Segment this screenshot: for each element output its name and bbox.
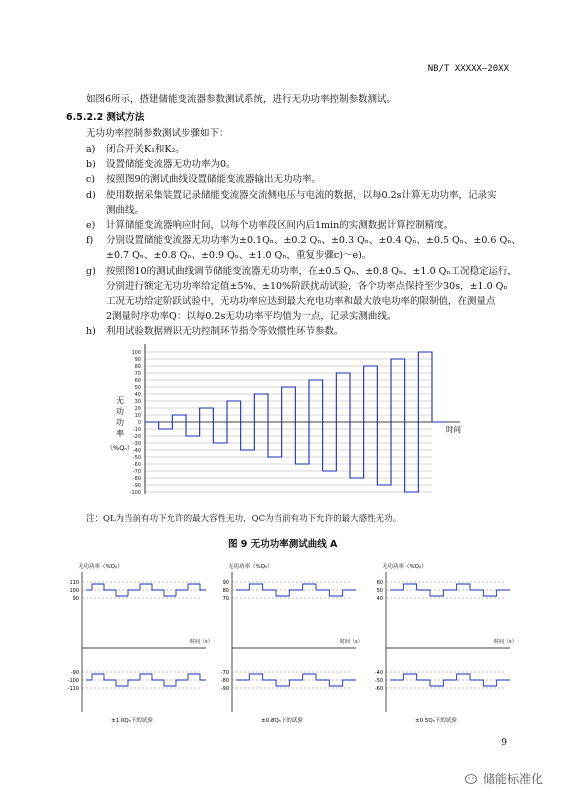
steps-intro: 无功功率控制参数测试步骤如下： (86, 128, 229, 139)
x-axis-label: 时间 (446, 425, 461, 434)
y-tick-label: -40 (132, 448, 141, 454)
small-tick-label: -110 (67, 686, 79, 692)
y-axis-label-char: 功 (116, 418, 124, 427)
small-tick-label: 50 (376, 588, 383, 594)
y-tick-label: -60 (132, 462, 141, 468)
y-tick-label: 100 (131, 350, 141, 356)
y-tick-label: -90 (132, 483, 141, 489)
step-label: f) (86, 235, 94, 247)
small-tick-label: 60 (376, 580, 383, 586)
y-tick-label: 0 (137, 420, 141, 426)
small-x-label: 时间（s） (190, 639, 213, 645)
y-axis-label-unit: （%Qₙ） (106, 444, 134, 452)
section-title: 测试方法 (106, 112, 145, 123)
step-text: 计算储能变流器响应时间，以每个功率段区间内后1min的实测数据计算控制精度。 (106, 220, 454, 231)
step-text: 设置储能变流器无功功率为0。 (106, 159, 236, 171)
y-tick-label: 80 (134, 364, 141, 370)
small-tick-label: -90 (220, 686, 229, 692)
step-label: a) (86, 144, 96, 155)
y-tick-label: 50 (134, 385, 141, 391)
step-label: e) (86, 220, 96, 231)
y-tick-label: -80 (132, 476, 141, 482)
small-tick-label: 70 (222, 596, 229, 602)
step-text: 按照图9的测试曲线设置储能变流器输出无功功率。 (106, 174, 322, 186)
step-label: c) (86, 174, 96, 186)
step-text: 分别进行额定无功功率给定值±5%、±10%阶跃扰动试验，各个功率点保持至少30s，±1.0 Qₙ (106, 280, 508, 292)
y-tick-label: 90 (134, 357, 141, 363)
step-text: 分别设置储能变流器无功功率为±0.1Qₙ、±0.2 Qₙ、±0.3 Qₙ、±0.4 Qₙ、±0.5 Qₙ、±0.6 Qₙ、 (106, 235, 521, 247)
y-tick-label: -10 (132, 427, 141, 433)
y-tick-label: -50 (132, 455, 141, 461)
step-text: ±0.7 Qₙ、±0.8 Qₙ、±0.9 Qₙ、±1.0 Qₙ，重复步骤c)～e)。 (106, 250, 372, 262)
step-text: 利用试验数据辨识无功控制环节指令等效惯性环节参数。 (106, 326, 344, 338)
y-axis-label-char: 率 (116, 429, 124, 438)
figure-9-caption: 图 9 无功功率测试曲线 A (228, 539, 338, 550)
small-chart-caption: ±0.5Qₙ下的试验 (415, 718, 457, 724)
watermark (465, 770, 543, 787)
small-chart-caption: ±1.0Qₙ下的试验 (111, 718, 153, 724)
step-text: 测曲线。 (106, 204, 145, 216)
small-y-label: 无功功率（%Qₙ） (78, 564, 123, 570)
standard-number: NB/T XXXXX—20XX (427, 64, 509, 74)
small-tick-label: -100 (67, 678, 79, 684)
step-text: 2测量时序功率Q：以每0.2s无功功率平均值为一点，记录实测曲线。 (106, 311, 397, 323)
y-tick-label: 40 (134, 392, 141, 398)
small-tick-label: -90 (70, 670, 79, 676)
y-axis-label-char: 功 (116, 407, 124, 416)
wechat-icon (465, 773, 479, 785)
small-tick-label: 110 (69, 580, 79, 586)
small-tick-label: -60 (374, 686, 383, 692)
small-x-label: 时间（s） (340, 639, 363, 645)
y-tick-label: 60 (134, 378, 141, 384)
y-tick-label: 10 (134, 413, 141, 419)
y-tick-label: -70 (132, 469, 141, 475)
figure-note: 注：QL为当前有功下允许的最大容性无功，QC为当前有功下允许的最大感性无功。 (86, 514, 402, 524)
small-tick-label: -70 (220, 670, 229, 676)
y-tick-label: -100 (129, 490, 141, 496)
small-tick-label: 90 (222, 580, 229, 586)
step-text: 工况无功给定阶跃试验中，无功功率应达到最大充电功率和最大放电功率的限制值，在测量点 (106, 296, 496, 307)
small-tick-label: -40 (374, 670, 383, 676)
step-text: 闭合开关K₁和K₂。 (106, 144, 185, 155)
y-axis-label-char: 无 (116, 396, 124, 405)
step-label: g) (86, 265, 96, 277)
y-tick-label: 70 (134, 371, 141, 377)
step-label: b) (86, 159, 96, 171)
y-tick-label: 30 (134, 399, 141, 405)
page-number: 9 (501, 738, 507, 748)
small-chart-caption: ±0.8Qₙ下的试验 (261, 718, 303, 724)
intro-paragraph: 如图6所示，搭建储能变流器参数测试系统，进行无功功率控制参数测试。 (86, 94, 397, 105)
y-tick-label: -20 (132, 434, 141, 440)
small-x-label: 时间（s） (494, 639, 517, 645)
y-tick-label: -30 (132, 441, 141, 447)
small-tick-label: 40 (376, 596, 383, 602)
small-tick-label: -50 (374, 678, 383, 684)
small-tick-label: 100 (69, 588, 79, 594)
step-text: 按照图10的测试曲线调节储能变流器无功功率，在±0.5 Qₙ、±0.8 Qₙ、±1.0 Qₙ工况稳定运行， (106, 265, 518, 277)
step-label: h) (86, 326, 96, 338)
y-tick-label: 20 (134, 406, 141, 412)
small-tick-label: -80 (220, 678, 229, 684)
section-number: 6.5.2.2 (66, 112, 104, 123)
watermark-text: 储能标准化 (482, 772, 543, 786)
step-text: 使用数据采集装置记录储能变流器交流侧电压与电流的数据，以每0.2s计算无功功率，记录实 (106, 189, 497, 201)
small-tick-label: 80 (222, 588, 229, 594)
small-y-label: 无功功率（%Qₙ） (382, 564, 427, 570)
small-y-label: 无功功率（%Qₙ） (228, 564, 273, 570)
small-tick-label: 90 (72, 596, 79, 602)
step-label: d) (86, 189, 96, 201)
